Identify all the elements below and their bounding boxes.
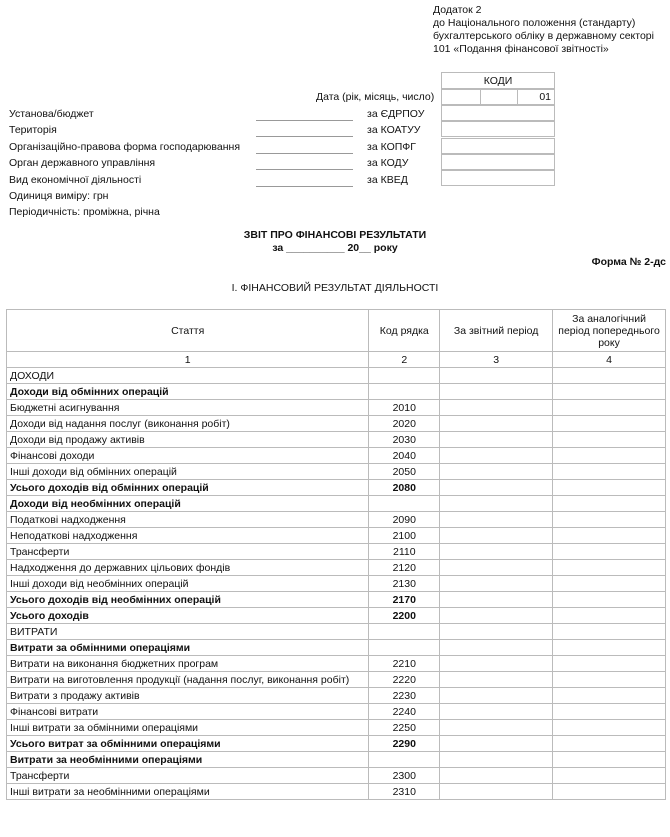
row-previous-value[interactable]: [553, 624, 666, 640]
row-previous-value[interactable]: [553, 448, 666, 464]
table-row: [7, 464, 666, 480]
row-code: 2200: [369, 608, 440, 624]
date-cells: [441, 89, 555, 105]
row-current-value[interactable]: [440, 432, 553, 448]
row-article: Витрати за необмінними операціями: [7, 752, 369, 768]
row-current-value[interactable]: [440, 464, 553, 480]
row-previous-value[interactable]: [553, 464, 666, 480]
row-previous-value[interactable]: [553, 704, 666, 720]
requisite-field[interactable]: [256, 135, 353, 137]
row-article: Трансферти: [7, 768, 369, 784]
row-current-value[interactable]: [440, 688, 553, 704]
row-code: 2290: [369, 736, 440, 752]
row-code: [369, 640, 440, 656]
row-previous-value[interactable]: [553, 432, 666, 448]
row-previous-value[interactable]: [553, 640, 666, 656]
header-article: Стаття: [7, 310, 369, 352]
row-previous-value[interactable]: [553, 784, 666, 800]
row-current-value[interactable]: [440, 576, 553, 592]
appendix-line: Додаток 2: [433, 4, 482, 16]
row-previous-value[interactable]: [553, 400, 666, 416]
row-code: 2030: [369, 432, 440, 448]
requisite-label: Організаційно-правова форма господарювання: [9, 141, 240, 153]
row-code: [369, 624, 440, 640]
section-title: I. ФІНАНСОВИЙ РЕЗУЛЬТАТ ДІЯЛЬНОСТІ: [231, 282, 439, 294]
row-article: Неподаткові надходження: [7, 528, 369, 544]
row-code: [369, 752, 440, 768]
appendix-line: бухгалтерського обліку в державному секторі: [433, 30, 654, 42]
row-current-value[interactable]: [440, 768, 553, 784]
row-code: [369, 496, 440, 512]
row-article: Доходи від продажу активів: [7, 432, 369, 448]
codes-header: КОДИ: [441, 72, 555, 89]
requisite-field[interactable]: [256, 185, 353, 187]
row-article: Доходи від надання послуг (виконання робіт): [7, 416, 369, 432]
row-current-value[interactable]: [440, 448, 553, 464]
row-code: 2170: [369, 592, 440, 608]
row-code: 2010: [369, 400, 440, 416]
row-article: Витрати на виготовлення продукції (надання послуг, виконання робіт): [7, 672, 369, 688]
table-row: [7, 736, 666, 752]
row-previous-value[interactable]: [553, 688, 666, 704]
row-article: Усього доходів від необмінних операцій: [7, 592, 369, 608]
row-code: 2120: [369, 560, 440, 576]
unit-label: Одиниця виміру: грн: [9, 190, 109, 202]
row-previous-value[interactable]: [553, 496, 666, 512]
row-previous-value[interactable]: [553, 752, 666, 768]
report-title: ЗВІТ ПРО ФІНАНСОВІ РЕЗУЛЬТАТИ: [243, 229, 427, 241]
row-code: 2210: [369, 656, 440, 672]
row-previous-value[interactable]: [553, 416, 666, 432]
row-current-value[interactable]: [440, 368, 553, 384]
header-previous-period: За аналогічний період попереднього року: [553, 310, 666, 352]
date-year-cell[interactable]: [441, 89, 481, 105]
date-month-cell[interactable]: [480, 89, 518, 105]
row-article: Інші витрати за обмінними операціями: [7, 720, 369, 736]
row-previous-value[interactable]: [553, 368, 666, 384]
row-code: 2100: [369, 528, 440, 544]
table-row: [7, 432, 666, 448]
row-code: 2110: [369, 544, 440, 560]
row-current-value[interactable]: [440, 624, 553, 640]
row-code: 2250: [369, 720, 440, 736]
financial-results-table: [6, 309, 666, 800]
table-row: [7, 672, 666, 688]
table-row: [7, 592, 666, 608]
row-code: 2090: [369, 512, 440, 528]
row-current-value[interactable]: [440, 400, 553, 416]
row-previous-value[interactable]: [553, 480, 666, 496]
row-previous-value[interactable]: [553, 560, 666, 576]
table-row: [7, 768, 666, 784]
row-current-value[interactable]: [440, 656, 553, 672]
appendix-line: до Національного положення (стандарту): [433, 17, 636, 29]
row-previous-value[interactable]: [553, 672, 666, 688]
requisite-code-box[interactable]: [441, 105, 555, 121]
row-code: 2020: [369, 416, 440, 432]
table-row: [7, 784, 666, 800]
row-previous-value[interactable]: [553, 656, 666, 672]
table-row: [7, 400, 666, 416]
row-article: ДОХОДИ: [7, 368, 369, 384]
requisite-label: Орган державного управління: [9, 157, 156, 169]
requisite-label: Установа/бюджет: [9, 108, 94, 120]
column-number: 2: [369, 352, 440, 368]
row-code: 2080: [369, 480, 440, 496]
appendix-block: [433, 4, 654, 56]
row-current-value[interactable]: [440, 752, 553, 768]
requisite-label: Вид економічної діяльності: [9, 174, 142, 186]
requisite-code-box[interactable]: [441, 154, 555, 170]
table-row: [7, 656, 666, 672]
row-current-value[interactable]: [440, 544, 553, 560]
row-article: Трансферти: [7, 544, 369, 560]
row-article: Доходи від обмінних операцій: [7, 384, 369, 400]
row-article: Усього доходів від обмінних операцій: [7, 480, 369, 496]
requisite-code-label: за КОДУ: [367, 157, 409, 169]
row-previous-value[interactable]: [553, 384, 666, 400]
row-current-value[interactable]: [440, 736, 553, 752]
table-row: [7, 512, 666, 528]
row-article: Інші витрати за необмінними операціями: [7, 784, 369, 800]
table-header-row: [7, 310, 666, 352]
row-current-value[interactable]: [440, 784, 553, 800]
row-article: Податкові надходження: [7, 512, 369, 528]
row-previous-value[interactable]: [553, 768, 666, 784]
table-row: [7, 576, 666, 592]
table-row: [7, 384, 666, 400]
column-number: 1: [7, 352, 369, 368]
appendix-line: 101 «Подання фінансової звітності»: [433, 43, 609, 55]
table-row: [7, 624, 666, 640]
row-current-value[interactable]: [440, 640, 553, 656]
requisite-field[interactable]: [256, 168, 353, 170]
row-code: [369, 368, 440, 384]
requisite-code-box[interactable]: [441, 121, 555, 137]
requisite-code-label: за КОПФГ: [367, 141, 416, 153]
row-code: 2230: [369, 688, 440, 704]
date-label: Дата (рік, місяць, число): [316, 91, 435, 103]
row-current-value[interactable]: [440, 512, 553, 528]
requisite-code-label: за КВЕД: [367, 174, 408, 186]
row-article: Фінансові доходи: [7, 448, 369, 464]
row-previous-value[interactable]: [553, 576, 666, 592]
row-current-value[interactable]: [440, 560, 553, 576]
header-code: Код рядка: [369, 310, 440, 352]
row-article: Усього витрат за обмінними операціями: [7, 736, 369, 752]
row-code: 2310: [369, 784, 440, 800]
table-row: [7, 496, 666, 512]
row-article: Витрати з продажу активів: [7, 688, 369, 704]
row-current-value[interactable]: [440, 384, 553, 400]
row-previous-value[interactable]: [553, 592, 666, 608]
row-current-value[interactable]: [440, 704, 553, 720]
requisite-code-box[interactable]: [441, 138, 555, 154]
row-code: 2240: [369, 704, 440, 720]
row-article: Бюджетні асигнування: [7, 400, 369, 416]
table-row: [7, 528, 666, 544]
row-article: Витрати на виконання бюджетних програм: [7, 656, 369, 672]
requisite-field[interactable]: [256, 152, 353, 154]
row-previous-value[interactable]: [553, 544, 666, 560]
date-day-cell[interactable]: 01: [517, 89, 555, 105]
row-current-value[interactable]: [440, 720, 553, 736]
requisite-label: Територія: [9, 124, 57, 136]
table-row: [7, 416, 666, 432]
row-code: 2050: [369, 464, 440, 480]
row-previous-value[interactable]: [553, 528, 666, 544]
row-article: Інші доходи від обмінних операцій: [7, 464, 369, 480]
row-current-value[interactable]: [440, 496, 553, 512]
row-current-value[interactable]: [440, 416, 553, 432]
row-current-value[interactable]: [440, 672, 553, 688]
periodicity-label: Періодичність: проміжна, річна: [9, 206, 160, 218]
row-article: Фінансові витрати: [7, 704, 369, 720]
row-current-value[interactable]: [440, 608, 553, 624]
row-current-value[interactable]: [440, 480, 553, 496]
row-code: 2300: [369, 768, 440, 784]
row-previous-value[interactable]: [553, 736, 666, 752]
row-article: Інші доходи від необмінних операцій: [7, 576, 369, 592]
table-row: [7, 560, 666, 576]
row-current-value[interactable]: [440, 528, 553, 544]
column-numbers-row: [7, 352, 666, 368]
row-previous-value[interactable]: [553, 720, 666, 736]
column-number: 4: [553, 352, 666, 368]
row-code: [369, 384, 440, 400]
requisite-code-label: за КОАТУУ: [367, 124, 421, 136]
row-current-value[interactable]: [440, 592, 553, 608]
row-previous-value[interactable]: [553, 608, 666, 624]
table-row: [7, 480, 666, 496]
table-row: [7, 704, 666, 720]
requisite-field[interactable]: [256, 119, 353, 121]
table-row: [7, 544, 666, 560]
table-row: [7, 640, 666, 656]
row-article: Витрати за обмінними операціями: [7, 640, 369, 656]
report-period: за __________ 20__ року: [272, 242, 398, 254]
row-article: ВИТРАТИ: [7, 624, 369, 640]
requisite-code-label: за ЄДРПОУ: [367, 108, 425, 120]
row-article: Надходження до державних цільових фондів: [7, 560, 369, 576]
table-row: [7, 368, 666, 384]
row-code: 2220: [369, 672, 440, 688]
row-article: Усього доходів: [7, 608, 369, 624]
header-current-period: За звітний період: [440, 310, 553, 352]
row-previous-value[interactable]: [553, 512, 666, 528]
table-row: [7, 448, 666, 464]
row-code: 2040: [369, 448, 440, 464]
form-number: Форма № 2-дс: [591, 256, 666, 268]
row-article: Доходи від необмінних операцій: [7, 496, 369, 512]
table-row: [7, 752, 666, 768]
column-number: 3: [440, 352, 553, 368]
requisite-code-box[interactable]: [441, 170, 555, 186]
table-row: [7, 688, 666, 704]
row-code: 2130: [369, 576, 440, 592]
table-row: [7, 720, 666, 736]
table-row: [7, 608, 666, 624]
